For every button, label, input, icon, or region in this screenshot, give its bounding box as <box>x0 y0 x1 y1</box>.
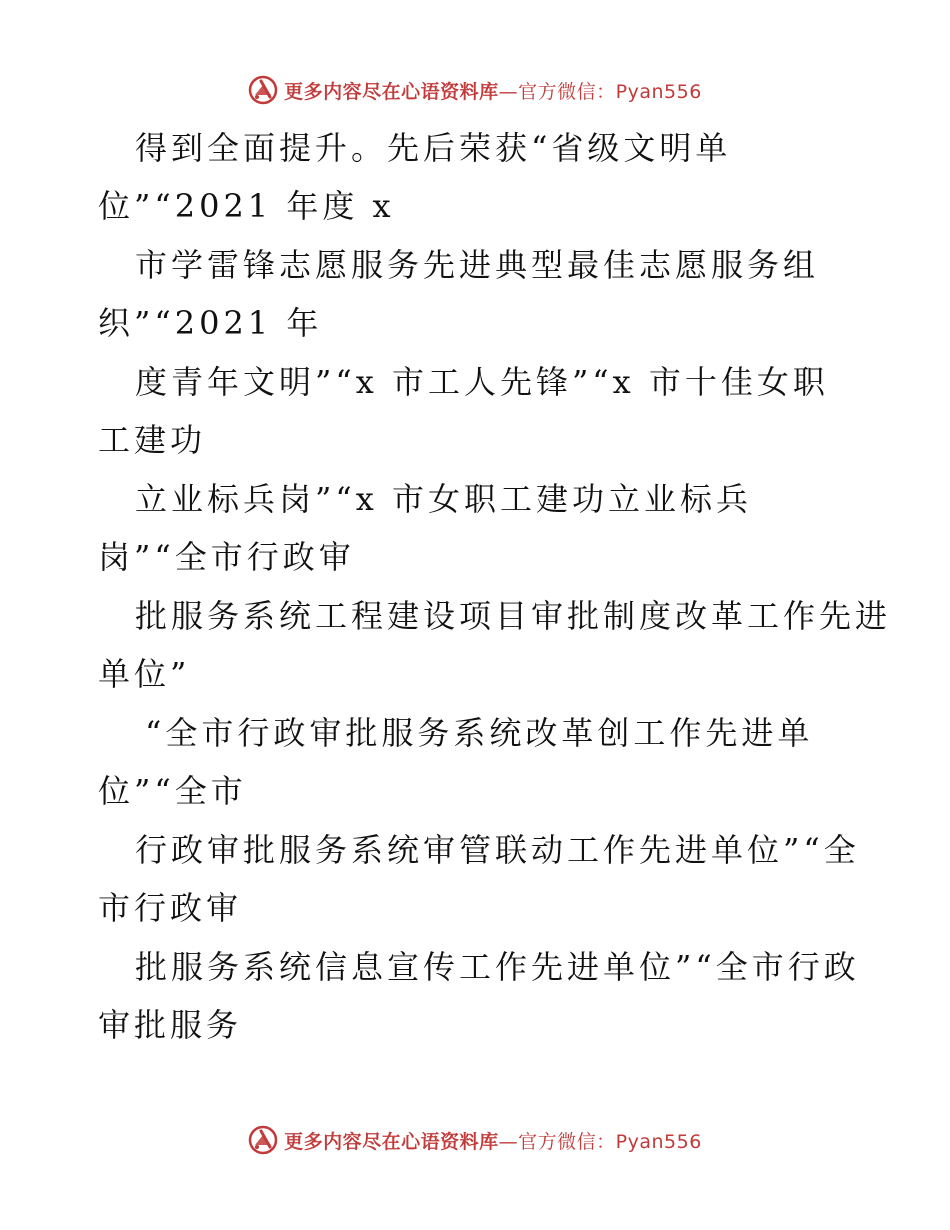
header-banner <box>0 70 950 110</box>
body-line: 织”“2021 年 <box>98 304 323 342</box>
body-line: 工建功 <box>98 421 207 459</box>
book-pen-logo-icon <box>248 1125 278 1155</box>
footer-banner-text <box>284 1127 702 1154</box>
header-banner-title: 更多内容尽在心语资料库 <box>284 80 499 103</box>
body-line: 立业标兵岗”“x 市女职工建功立业标兵 <box>135 480 752 518</box>
header-banner-separator: — <box>498 80 519 103</box>
body-line: “全市行政审批服务系统改革创工作先进单 <box>145 714 814 752</box>
body-line: 审批服务 <box>98 1006 243 1044</box>
body-line: 批服务系统工程建设项目审批制度改革工作先进 <box>135 597 892 635</box>
footer-banner <box>0 1120 950 1160</box>
body-line: 位”“全市 <box>98 772 247 810</box>
book-pen-logo-icon <box>248 75 278 105</box>
body-line: 位”“2021 年度 x <box>98 187 395 225</box>
body-line: 岗”“全市行政审 <box>98 538 355 576</box>
footer-banner-title: 更多内容尽在心语资料库 <box>284 1130 499 1153</box>
body-line: 市学雷锋志愿服务先进典型最佳志愿服务组 <box>135 246 820 284</box>
footer-banner-wechat: 官方微信：Pyan556 <box>518 1130 702 1153</box>
body-line: 单位” <box>98 655 191 693</box>
header-banner-wechat: 官方微信：Pyan556 <box>518 80 702 103</box>
body-line: 行政审批服务系统审管联动工作先进单位”“全 <box>135 831 860 869</box>
body-line: 度青年文明”“x 市工人先锋”“x 市十佳女职 <box>135 363 829 401</box>
body-line: 批服务系统信息宣传工作先进单位”“全市行政 <box>135 948 860 986</box>
header-banner-text <box>284 77 702 104</box>
body-line: 市行政审 <box>98 889 243 927</box>
footer-banner-separator: — <box>498 1130 519 1153</box>
body-line: 得到全面提升。先后荣获“省级文明单 <box>135 129 732 167</box>
